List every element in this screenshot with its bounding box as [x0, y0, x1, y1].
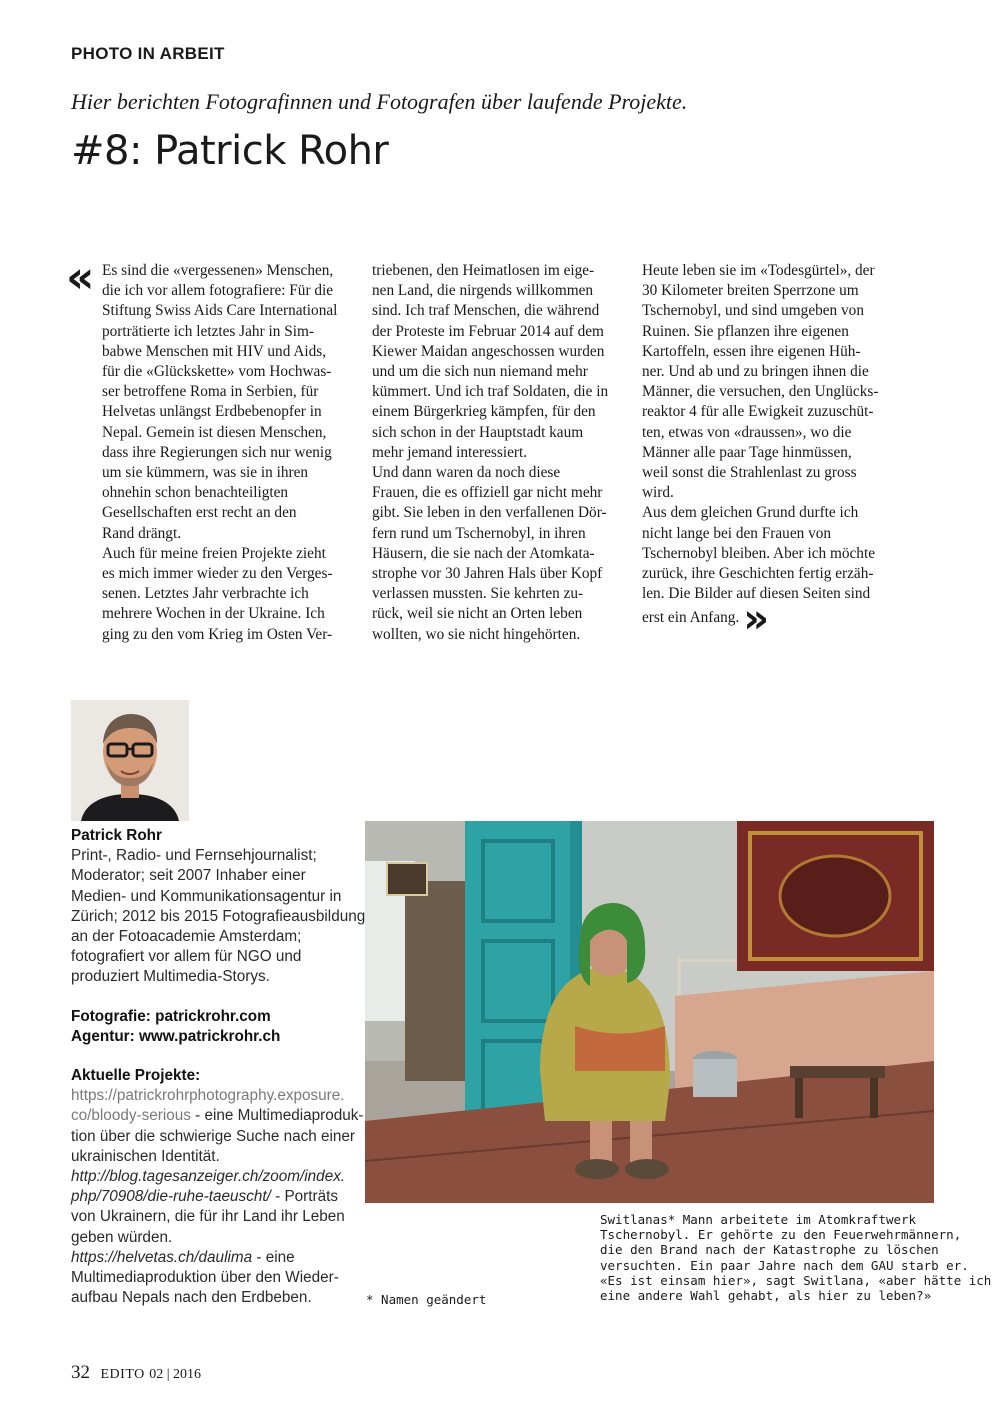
bio-line: Medien- und Kommunikationsagentur in	[71, 887, 342, 905]
text-line: um sie kümmern, was sie in ihren	[102, 464, 309, 482]
caption-line: die den Brand nach der Katastrophe zu löschen	[600, 1242, 939, 1258]
text-line: ser betroffene Roma in Serbien, für	[102, 383, 319, 401]
project-3-link[interactable]: https://helvetas.ch/daulima	[71, 1248, 253, 1266]
text-line: Helvetas unlängst Erdbebenopfer in	[102, 403, 322, 421]
text-line: zurück, ihre Geschichten fertig erzäh-	[642, 565, 874, 583]
text-line: mehrere Wochen in der Ukraine. Ich	[102, 605, 325, 623]
main-photograph	[365, 821, 934, 1203]
section-kicker: PHOTO IN ARBEIT	[71, 44, 225, 63]
bio-line: Print-, Radio- und Fernsehjournalist;	[71, 847, 317, 865]
text-line: Kiewer Maidan angeschossen wurden	[372, 342, 605, 360]
text-line: babwe Menschen mit HIV und Aids,	[102, 342, 327, 360]
caption-line: «Es ist einsam hier», sagt Switlana, «aber hätte ich	[600, 1272, 992, 1288]
fotografie-link[interactable]: Fotografie: patrickrohr.com	[71, 1007, 271, 1025]
text-line: ohnehin schon benachteiligten	[102, 484, 289, 502]
text-line: rück, weil sie nicht an Orten leben	[372, 605, 583, 623]
bio-line: Zürich; 2012 bis 2015 Fotografieausbildung	[71, 907, 366, 925]
text-line: Heute leben sie im «Todesgürtel», der	[642, 262, 875, 279]
project-1-text: tion über die schwierige Suche nach einer	[71, 1127, 356, 1145]
page-footer	[71, 1362, 201, 1384]
text-line: die ich vor allem fotografiere: Für die	[102, 282, 334, 300]
text-line: Es sind die «vergessenen» Menschen,	[102, 262, 334, 279]
text-line: weil sonst die Strahlenlast zu gross	[642, 464, 857, 482]
article-column-3	[642, 261, 902, 643]
text-line: und um die sich nun niemand mehr	[372, 363, 588, 381]
magazine-name: EDITO	[100, 1367, 145, 1382]
article-column-1	[102, 261, 352, 645]
text-line: Auch für meine freien Projekte zieht	[102, 544, 326, 562]
caption-line: versuchten. Ein paar Jahre nach dem GAU starb er.	[600, 1257, 969, 1273]
project-1-link[interactable]: co/bloody-serious	[71, 1107, 191, 1125]
text-line: Tschernobyl, und sind umgeben von	[642, 302, 864, 320]
text-line: ging zu den vom Krieg im Osten Ver-	[102, 625, 333, 643]
text-line: Häusern, die sie nach der Atomkata-	[372, 544, 595, 562]
project-2-text: - Porträts	[270, 1188, 339, 1206]
text-line: 30 Kilometer breiten Sperrzone um	[642, 282, 859, 300]
text-line: Nepal. Gemein ist diesen Menschen,	[102, 423, 327, 441]
text-line: reaktor 4 für alle Ewigkeit zuzuschüt-	[642, 403, 874, 421]
text-line: für die «Glückskette» vom Hochwas-	[102, 363, 332, 381]
opening-quote-mark: «	[66, 252, 95, 303]
author-bio	[71, 826, 366, 1308]
photo-caption	[600, 1212, 991, 1303]
projects-heading: Aktuelle Projekte:	[71, 1067, 201, 1085]
text-line: triebenen, den Heimatlosen im eige-	[372, 262, 595, 279]
text-line: kümmert. Und ich traf Soldaten, die in	[372, 383, 609, 401]
project-1-text: - eine Multimediaproduk-	[190, 1107, 364, 1125]
text-line	[642, 596, 902, 643]
issue-number: 02 | 2016	[149, 1367, 202, 1382]
text-line: fern rund um Tschernobyl, in ihren	[372, 524, 586, 542]
caption-line: Switlanas* Mann arbeitete im Atomkraftwerk	[600, 1212, 917, 1227]
closing-quote-mark: »	[743, 596, 770, 643]
project-3-text: Multimediaproduktion über den Wieder-	[71, 1269, 339, 1287]
text-line: es mich immer wieder zu den Verges-	[102, 565, 333, 583]
text-line: senen. Letztes Jahr verbrachte ich	[102, 585, 309, 603]
project-3-text: - eine	[252, 1248, 295, 1266]
text-line: mehr jemand interessiert.	[372, 443, 528, 461]
text-line: ner. Und ab und zu bringen ihnen die	[642, 363, 869, 381]
project-3-text: aufbau Nepals nach den Erdbeben.	[71, 1289, 312, 1307]
agentur-link[interactable]: Agentur: www.patrickrohr.ch	[71, 1027, 281, 1045]
text-line: dass ihre Regierungen sich nur wenig	[102, 443, 332, 461]
text-line: Gesellschaften erst recht an den	[102, 504, 297, 522]
text-line: porträtierte ich letztes Jahr in Sim-	[102, 322, 314, 340]
section-subtitle: Hier berichten Fotografinnen und Fotografen über laufende Projekte.	[71, 89, 688, 114]
bio-line: produziert Multimedia-Storys.	[71, 968, 270, 986]
author-portrait	[71, 700, 189, 821]
text-line: Rand drängt.	[102, 524, 182, 542]
project-1-link[interactable]: https://patrickrohrphotography.exposure.	[71, 1087, 345, 1105]
article-column-2	[372, 261, 622, 645]
text-line: Männer alle paar Tage hinmüssen,	[642, 443, 852, 461]
caption-line: eine andere Wahl gehabt, als hier zu leben?»	[600, 1288, 932, 1304]
text-line: Und dann waren da noch diese	[372, 464, 561, 482]
text-line: strophe vor 30 Jahren Hals über Kopf	[372, 565, 603, 583]
portrait-illustration	[71, 700, 189, 821]
text-line: sich schon in der Hauptstadt kaum	[372, 423, 584, 441]
text-line: Stiftung Swiss Aids Care International	[102, 302, 338, 320]
text-line: verlassen mussten. Sie kehrten zu-	[372, 585, 584, 603]
text-line: nicht lange bei den Frauen von	[642, 524, 832, 542]
text-line: Frauen, die es offiziell gar nicht mehr	[372, 484, 603, 502]
text-line: sind. Ich traf Menschen, die während	[372, 302, 600, 320]
bio-line: an der Fotoacademie Amsterdam;	[71, 928, 302, 946]
project-2-text: von Ukrainern, die für ihr Land ihr Leben	[71, 1208, 345, 1226]
text-line: Kartoffeln, essen ihre eigenen Hüh-	[642, 342, 861, 360]
bio-line: fotografiert vor allem für NGO und	[71, 948, 302, 966]
page-title: #8: Patrick Rohr	[71, 128, 389, 174]
bio-line: Moderator; seit 2007 Inhaber einer	[71, 867, 306, 885]
text-line: len. Die Bilder auf diesen Seiten sind	[642, 585, 871, 603]
project-2-link[interactable]: php/70908/die-ruhe-taeuscht/	[71, 1188, 271, 1206]
text-line: Aus dem gleichen Grund durfte ich	[642, 504, 859, 522]
page-number: 32	[71, 1362, 90, 1383]
text-line: Männer, die versuchen, den Unglücks-	[642, 383, 879, 401]
text-line: der Proteste im Februar 2014 auf dem	[372, 322, 604, 340]
text-line: wird.	[642, 484, 674, 502]
text-line: Ruinen. Sie pflanzen ihre eigenen	[642, 322, 849, 340]
project-2-text: geben würden.	[71, 1228, 173, 1246]
text-line: nen Land, die nirgends willkommen	[372, 282, 594, 300]
text-line: Tschernobyl bleiben. Aber ich möchte	[642, 544, 875, 562]
text-line: gibt. Sie leben in den verfallenen Dör-	[372, 504, 607, 522]
caption-line: Tschernobyl. Er gehörte zu den Feuerwehrmännern,	[600, 1227, 962, 1243]
footnote: * Namen geändert	[366, 1292, 487, 1307]
project-2-link[interactable]: http://blog.tagesanzeiger.ch/zoom/index.	[71, 1168, 346, 1186]
photo-illustration	[365, 821, 934, 1203]
text-line: wollten, wo sie nicht hingehörten.	[372, 625, 581, 643]
text-line: ten, etwas von «draussen», wo die	[642, 423, 852, 441]
project-1-text: ukrainischen Identität.	[71, 1147, 220, 1165]
text-line: einem Bürgerkrieg kämpfen, für den	[372, 403, 596, 421]
text-line-end: erst ein Anfang.	[642, 609, 740, 627]
author-name: Patrick Rohr	[71, 827, 162, 844]
